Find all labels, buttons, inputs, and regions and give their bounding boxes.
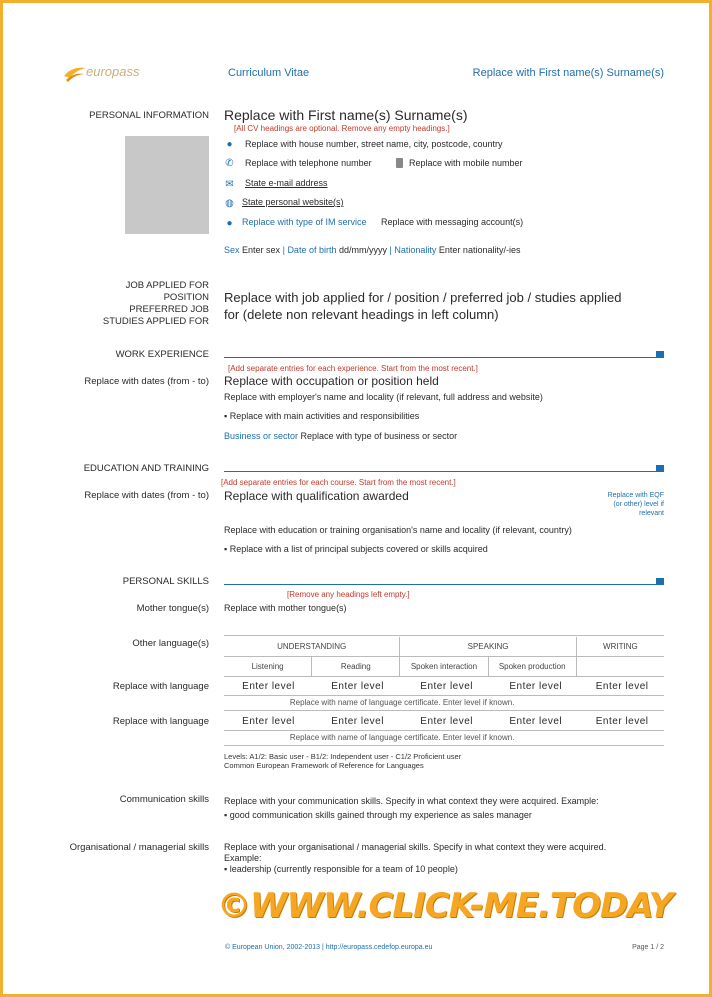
im-type: Replace with type of IM service: [242, 217, 367, 227]
education-note: [Add separate entries for each course. Start from the most recent.]: [221, 478, 456, 487]
location-icon: ●: [226, 139, 233, 150]
level-cell: Enter level: [224, 678, 313, 695]
email-link[interactable]: State e-mail address: [245, 178, 328, 188]
mobile-text: Replace with mobile number: [409, 158, 523, 168]
level-cell: Enter level: [313, 678, 402, 695]
language2-levels: [224, 713, 664, 746]
header-understanding: UNDERSTANDING: [224, 637, 400, 656]
dob-value: dd/mm/yyyy: [338, 245, 387, 255]
level-cell: Enter level: [491, 678, 580, 695]
language-header-top-line: [224, 635, 664, 636]
header-spoken-production: Spoken production: [488, 656, 576, 676]
communication-text: Replace with your communication skills. Specify in what context they were acquired. Example: ▪ good communication skills gained through my experience as sales manager: [224, 796, 599, 820]
work-dates: Replace with dates (from - to): [84, 376, 209, 387]
language1-levels: [224, 678, 664, 711]
work-title: Replace with occupation or position held: [224, 374, 439, 388]
dob-label: Date of birth: [287, 245, 337, 255]
language1-label: Replace with language: [112, 681, 209, 692]
organisational-text: Replace with your organisational / managerial skills. Specify in what context they were acquired. Example: ▪ leadership (currently responsible for a team of 10 people): [224, 842, 607, 874]
sex-label: Sex: [224, 245, 240, 255]
footer-copyright: © European Union, 2002-2013 | http://europass.cedefop.europa.eu: [225, 944, 433, 951]
education-divider: [224, 471, 660, 472]
website-link[interactable]: State personal website(s): [242, 197, 344, 207]
level-cell: Enter level: [402, 713, 491, 730]
skills-divider-square: [656, 578, 664, 585]
education-divider-square: [656, 465, 664, 472]
europass-logo: [62, 62, 162, 84]
mother-tongue-value: Replace with mother tongue(s): [224, 603, 347, 613]
mother-tongue-label: Mother tongue(s): [136, 603, 209, 614]
education-label: EDUCATION AND TRAINING: [83, 463, 209, 474]
header-reading: Reading: [312, 656, 400, 676]
work-activities: ▪ Replace with main activities and responsibilities: [224, 411, 420, 421]
personal-skills-label: PERSONAL SKILLS: [122, 576, 209, 587]
language-header-table: [224, 637, 664, 677]
person-name: Replace with First name(s) Surname(s): [224, 107, 468, 123]
education-organisation: Replace with education or training organisation's name and locality (if relevant, country): [224, 525, 572, 535]
organisational-label: Organisational / managerial skills: [69, 842, 209, 853]
sex-value: Enter sex: [242, 245, 281, 255]
work-employer: Replace with employer's name and locality (if relevant, full address and website): [224, 392, 543, 402]
photo-placeholder: [125, 136, 209, 234]
header-listening: Listening: [224, 656, 312, 676]
europass-star-icon: [62, 62, 88, 84]
levels-note: Levels: A1/2: Basic user - B1/2: Independent user - C1/2 Proficient user Common European Framework of Reference for Languages: [224, 752, 462, 770]
language2-certificate: Replace with name of language certificate. Enter level if known.: [224, 730, 580, 745]
language2-label: Replace with language: [112, 716, 209, 727]
work-experience-label: WORK EXPERIENCE: [115, 349, 209, 360]
work-note: [Add separate entries for each experience. Start from the most recent.]: [228, 364, 478, 373]
level-cell: Enter level: [580, 713, 664, 730]
skills-note: [Remove any headings left empty.]: [287, 590, 410, 599]
job-text: Replace with job applied for / position / preferred job / studies applied for (delete non relevant headings in left column): [224, 290, 622, 322]
level-cell: Enter level: [402, 678, 491, 695]
header-spoken-interaction: Spoken interaction: [400, 656, 488, 676]
work-divider-square: [656, 351, 664, 358]
telephone-text: Replace with telephone number: [245, 158, 372, 168]
level-cell: Enter level: [491, 713, 580, 730]
email-icon: ✉: [225, 179, 234, 190]
header-speaking: SPEAKING: [400, 637, 576, 656]
doc-title: Curriculum Vitae: [228, 67, 310, 79]
work-business: Business or sector Replace with type of business or sector: [224, 431, 458, 441]
mobile-icon: [396, 158, 403, 168]
job-label: JOB APPLIED FOR POSITION PREFERRED JOB STUDIES APPLIED FOR: [102, 280, 209, 327]
im-account: Replace with messaging account(s): [381, 217, 524, 227]
personal-details-line: Sex Enter sex | Date of birth dd/mm/yyyy | Nationality Enter nationality/-ies: [224, 245, 521, 255]
personal-note: [All CV headings are optional. Remove any empty headings.]: [234, 124, 450, 133]
website-icon: ◍: [225, 198, 234, 209]
work-divider: [224, 357, 660, 358]
level-cell: Enter level: [580, 678, 664, 695]
nationality-label: Nationality: [394, 245, 437, 255]
level-cell: Enter level: [224, 713, 313, 730]
other-languages-label: Other language(s): [132, 638, 209, 649]
footer-page: Page 1 / 2: [632, 944, 664, 951]
eqf-level: Replace with EQF (or other) level if relevant: [607, 492, 664, 517]
education-subjects: ▪ Replace with a list of principal subjects covered or skills acquired: [224, 544, 488, 554]
level-cell: Enter level: [313, 713, 402, 730]
address-text: Replace with house number, street name, city, postcode, country: [245, 139, 503, 149]
phone-icon: ✆: [225, 158, 234, 169]
logo-text: europass: [86, 64, 140, 79]
header-name: Replace with First name(s) Surname(s): [472, 67, 664, 79]
personal-info-label: PERSONAL INFORMATION: [89, 110, 209, 121]
header-writing: WRITING: [576, 637, 664, 656]
messaging-icon: ●: [226, 218, 233, 229]
language1-certificate: Replace with name of language certificate. Enter level if known.: [224, 695, 580, 710]
education-title: Replace with qualification awarded: [224, 489, 409, 503]
communication-label: Communication skills: [119, 794, 209, 805]
skills-divider: [224, 584, 660, 585]
watermark: ©WWW.CLICK-ME.TODAY: [217, 886, 673, 926]
nationality-value: Enter nationality/-ies: [438, 245, 521, 255]
education-dates: Replace with dates (from - to): [84, 490, 209, 501]
